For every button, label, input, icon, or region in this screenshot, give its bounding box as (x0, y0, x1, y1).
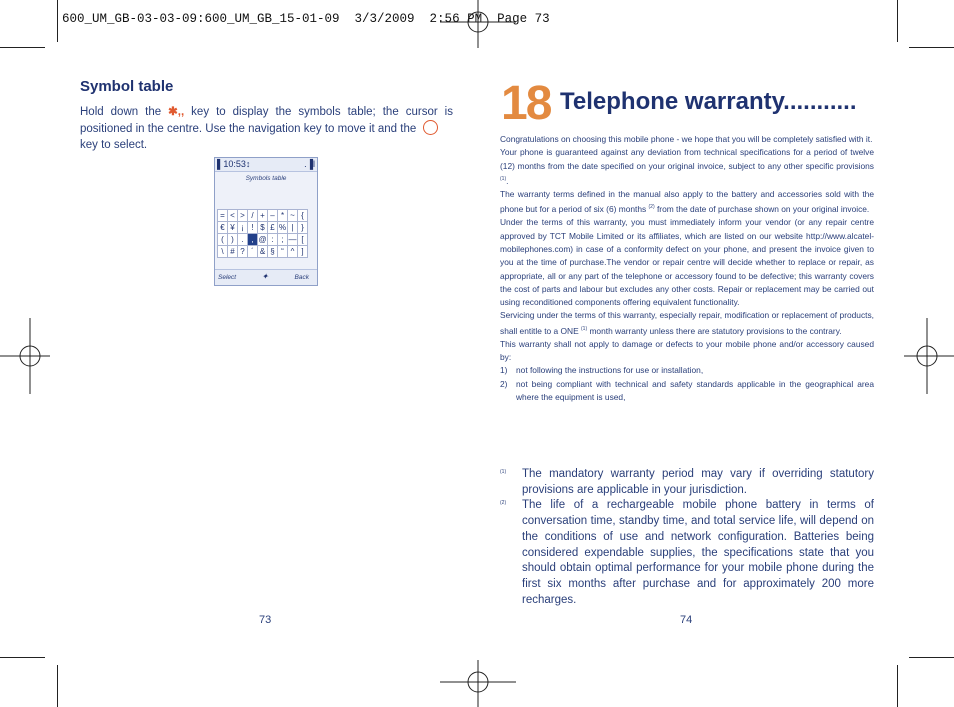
instruction-text: Hold down the (80, 106, 162, 118)
symbol-cell[interactable]: ¥ (228, 222, 238, 234)
symbol-cell[interactable]: & (258, 246, 268, 258)
crop-mark (0, 47, 45, 48)
symbols-grid (217, 209, 308, 258)
footnote (500, 467, 874, 498)
signal-icon: .▐l (304, 159, 315, 169)
symbol-cell[interactable]: / (248, 210, 258, 222)
crop-mark (897, 0, 898, 42)
symbol-cell[interactable]: $ (258, 222, 268, 234)
list-number: 2) (500, 378, 508, 389)
chapter-number: 18 (501, 77, 551, 130)
symbol-cell[interactable]: | (288, 222, 298, 234)
paragraph-text: month warranty unless there are statutory provisions to the contrary. (589, 325, 842, 336)
softkey-back[interactable]: Back (294, 274, 309, 281)
footnote-marker: (1) (500, 469, 507, 475)
warranty-body (500, 133, 874, 404)
symbol-cell[interactable]: ~ (288, 210, 298, 222)
print-header: 600_UM_GB-03-03-09:600_UM_GB_15-01-09 3/3/2009 2:56 PM Page 73 (62, 12, 550, 26)
symbol-cell[interactable]: ; (278, 234, 288, 246)
instruction-text: key to select. (80, 139, 148, 151)
symbol-table-section (80, 78, 453, 153)
instruction-text: key to display the symbols table; the cursor is positioned in the centre. Use the navigation key to move it and the (80, 106, 453, 135)
symbol-cell[interactable]: — (288, 234, 297, 244)
star-key-icon: ✱,, (168, 106, 185, 118)
footnote-ref: (1) (500, 175, 507, 182)
paragraph (500, 188, 874, 216)
footnote (500, 498, 874, 608)
footnote-ref: (2) (648, 204, 655, 211)
navigation-key-icon: ✦ (261, 272, 269, 281)
softkey-bar (215, 269, 317, 285)
status-bar (215, 158, 317, 172)
symbol-cell[interactable]: . (238, 234, 248, 246)
symbol-cell[interactable]: ´ (248, 246, 258, 258)
footnote-text: The mandatory warranty period may vary if overriding statutory provisions are applicable in your jurisdiction. (522, 468, 874, 496)
paragraph-text: The warranty terms defined in the manual also apply to the battery and accessories sold with the phone but for a period of six (6) months (500, 188, 874, 215)
footnote-text: The life of a rechargeable mobile phone battery in terms of conversation time, standby time, and total service life, will depend on the conditions of use and network configuration. Batteries being considered expendable supplies, the specifications state that you should obtain optimal performance for your mobile phone during the first six months after purchase and for approximately 200 more recharges. (522, 499, 874, 606)
symbol-cell[interactable]: [ (298, 234, 308, 246)
registration-mark-icon (904, 318, 954, 394)
crop-mark (0, 657, 45, 658)
symbol-cell[interactable]: – (268, 210, 278, 222)
registration-mark-icon (440, 0, 516, 50)
symbol-cell[interactable]: = (218, 210, 228, 222)
footnotes (500, 467, 874, 608)
list-text: not following the instructions for use or installation, (516, 365, 704, 376)
list-item (500, 364, 874, 377)
symbol-cell[interactable]: # (228, 246, 238, 258)
page-number-right: 74 (680, 614, 693, 626)
paragraph-text: Servicing under the terms of this warranty, especially repair, modification or replacement of products, shall entitle to a ONE (500, 310, 874, 336)
softkey-select[interactable]: Select (218, 274, 237, 281)
screen-title: Symbols table (245, 175, 287, 182)
symbol-cell[interactable]: ! (248, 222, 258, 234)
crop-mark (909, 657, 954, 658)
symbol-cell[interactable]: } (298, 222, 308, 234)
footnote-ref: (1) (581, 325, 588, 332)
symbol-cell[interactable]: £ (268, 222, 278, 234)
registration-mark-icon (440, 660, 516, 707)
crop-mark (57, 0, 58, 42)
symbol-cell[interactable]: “ (278, 246, 288, 258)
chapter-title-dots: ........... (783, 88, 857, 115)
symbol-cell[interactable]: < (228, 210, 238, 222)
crop-mark (57, 665, 58, 707)
symbol-cell[interactable]: > (238, 210, 248, 222)
paragraph-text: from the date of purchase shown on your original invoice. (656, 204, 870, 215)
page-number-left: 73 (259, 614, 272, 626)
paragraph: Your phone is guaranteed against any deviation from technical specifications for a period of twelve (12) months from the date specified on your original invoice, subject to any other specific provisions $^{(1)}$. (500, 147, 874, 186)
symbol-cell[interactable]: * (278, 210, 288, 222)
crop-mark (897, 665, 898, 707)
paragraph: This warranty shall not apply to damage or defects to your mobile phone and/or accessory caused by: (500, 338, 874, 363)
crop-mark (909, 47, 954, 48)
footnote-marker: (2) (500, 500, 507, 507)
registration-mark-icon (0, 318, 50, 394)
symbol-cell[interactable]: + (258, 210, 268, 222)
list-number: 1) (500, 365, 508, 376)
symbol-cell[interactable]: § (268, 246, 278, 258)
symbol-cell[interactable]: \ (218, 246, 228, 258)
paragraph: Under the terms of this warranty, you must immediately inform your vendor (or any repair centre approved by TCT Mobile Limited or its affiliates, which are listed on our website http://www.alcatel-mobilephones.com) in case of a conformity defect on your phone, and present the invoice given to you at the time of purchase.The vendor or repair centre will decide whether to replace or repair, as appropriate, all or any part of the telephone or accessory found to be defective; this warranty covers the cost of parts and labour but excludes any other costs. Repair or replacement may be carried out using reconditioned components offering equivalent functionality. (500, 217, 874, 308)
symbol-cell[interactable]: : (268, 234, 278, 246)
symbol-cell[interactable]: { (298, 210, 308, 222)
symbol-cell[interactable]: ? (238, 246, 248, 258)
symbol-cell[interactable]: ( (218, 234, 228, 246)
symbol-cell[interactable]: € (218, 222, 228, 234)
chapter-title (560, 88, 857, 116)
symbol-table-instructions (80, 104, 453, 153)
symbol-cell[interactable]: ^ (288, 246, 298, 258)
battery-time: ▌10:53↕ (217, 159, 251, 169)
list-text: not being compliant with technical and safety standards applicable in the geographical area where the equipment is used, (516, 378, 874, 403)
paragraph: Congratulations on choosing this mobile phone - we hope that you will be completely satisfied with it. (500, 134, 873, 144)
symbol-cell[interactable]: ¡ (238, 222, 248, 234)
symbol-cell[interactable]: @ (258, 234, 267, 244)
phone-screen (214, 157, 318, 286)
symbol-cell[interactable]: , (248, 234, 258, 246)
paragraph (500, 309, 874, 337)
chapter-title-text: Telephone warranty (560, 88, 784, 115)
paragraph-text: Your phone is guaranteed against any deviation from technical specifications for a period of twelve (12) months from the date specified on your original invoice, subject to any other specific provisions (500, 147, 874, 171)
list-item (500, 378, 874, 405)
symbol-cell[interactable]: ) (228, 234, 238, 246)
ok-key-icon (423, 120, 438, 135)
section-title: Symbol table (80, 78, 174, 95)
symbol-cell[interactable]: ] (298, 246, 308, 258)
symbol-cell[interactable]: % (278, 222, 287, 232)
